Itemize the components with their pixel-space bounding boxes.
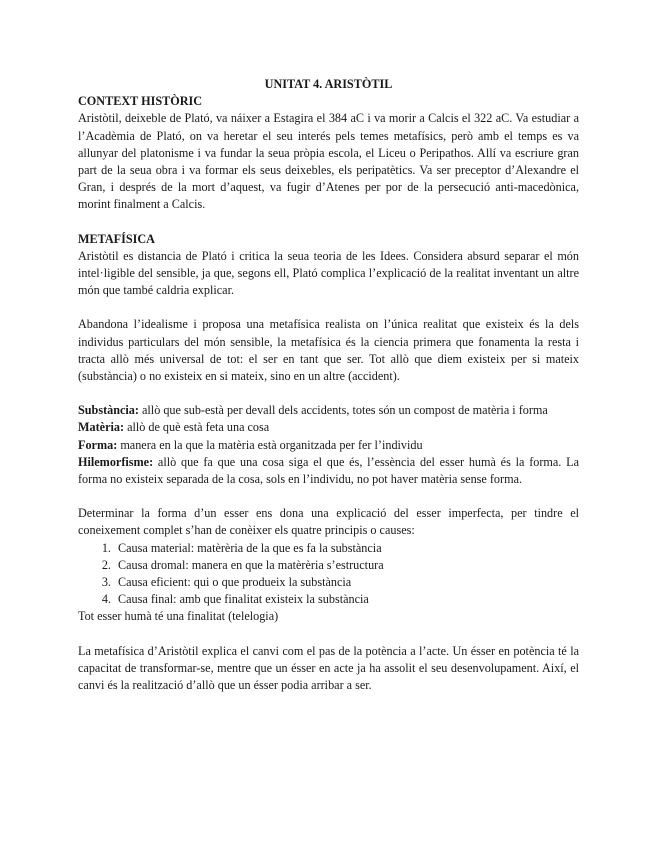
document-title: UNITAT 4. ARISTÒTIL: [264, 77, 393, 91]
list-item: 1. Causa material: matèrèria de la que es fa la substància: [114, 540, 579, 557]
metaphysics-paragraph-1: Aristòtil es distancia de Plató i critica la seua teoria de les Idees. Considera absurd separar el món intel·ligible del sensible, ja que, segons ell, Plató complica l’explicació de la realitat inventant un altre món que també caldria explicar.: [78, 248, 579, 298]
definition-term: Matèria:: [78, 420, 125, 435]
metaphysics-paragraph-2: Abandona l’idealisme i proposa una metafísica realista on l’única realitat que existeix és la dels individus particulars del món sensible, la metafísica és la ciencia primera que fonamenta la resta i tracta allò més universal de tot: el ser en tant que ser. Tot allò que diem existeix per si mateix (substància) o no existeix en si mateix, sino en un altre (accident).: [78, 317, 579, 384]
definition-text: allò de què està feta una cosa: [124, 420, 270, 435]
context-paragraph: Aristòtil, deixeble de Plató, va náixer a Estagira el 384 aC i va morir a Calcis el 322 aC. Va estudiar a l’Acadèmia de Plató, on va heretar el seu interés pels temes metafísics, però amb el temps es va allunyar del platonisme i va fundar la seua pròpia escola, el Liceu o Peripathos. Allí va escriure gran part de la seua obra i va formar els seus deixebles, els peripatètics. Va ser preceptor d’Alexandre el Gran, i després de la mort d’aquest, va fugir d’Atenes per por de la persecució anti-macedònica, morint finalment a Calcis.: [78, 111, 579, 212]
metaphysics-paragraph-5: La metafísica d’Aristòtil explica el canvi com el pas de la potència a l’acte. Un ésser en potència té la capacitat de transformar-se, mentre que un ésser en acte ja ha assolit el seu desenvolupament. Així, el canvi és la realització d’allò que un ésser podia arribar a ser.: [78, 643, 579, 693]
definition-term: Forma:: [78, 437, 118, 452]
list-item: 4. Causa final: amb que finalitat existeix la substància: [114, 591, 579, 608]
causes-list: [78, 540, 579, 609]
list-item: 2. Causa dromal: manera en que la matèrèria s’estructura: [114, 557, 579, 574]
metaphysics-heading: METAFÍSICA: [78, 231, 155, 246]
definition-text: allò que sub-està per devall dels accidents, totes són un compost de matèria i forma: [138, 403, 548, 418]
definition-text: allò que fa que una cosa siga el que és, l’essència del esser humà és la forma. La forma no existeix separada de la cosa, sols en l’individu, no pot haver matèria sense forma.: [78, 454, 579, 487]
definition-term: Substància:: [78, 403, 139, 418]
list-item: 3. Causa eficient: qui o que produeix la substància: [114, 574, 579, 591]
context-heading: CONTEXT HISTÒRIC: [78, 94, 203, 109]
metaphysics-paragraph-4: Tot esser humà té una finalitat (telelogia): [78, 609, 279, 624]
definition-hylomorphism: [78, 454, 579, 488]
definition-substance: [78, 402, 579, 419]
definition-text: manera en la que la matèria està organitzada per fer l’individu: [117, 437, 423, 452]
definition-form: [78, 437, 579, 454]
definition-matter: [78, 419, 579, 436]
document-page: [78, 76, 579, 694]
definition-term: Hilemorfisme:: [78, 454, 154, 469]
metaphysics-paragraph-3: Determinar la forma d’un esser ens dona una explicació del esser imperfecta, per tindre el coneixement complet s’han de conèixer els quatre principis o causes:: [78, 506, 579, 538]
